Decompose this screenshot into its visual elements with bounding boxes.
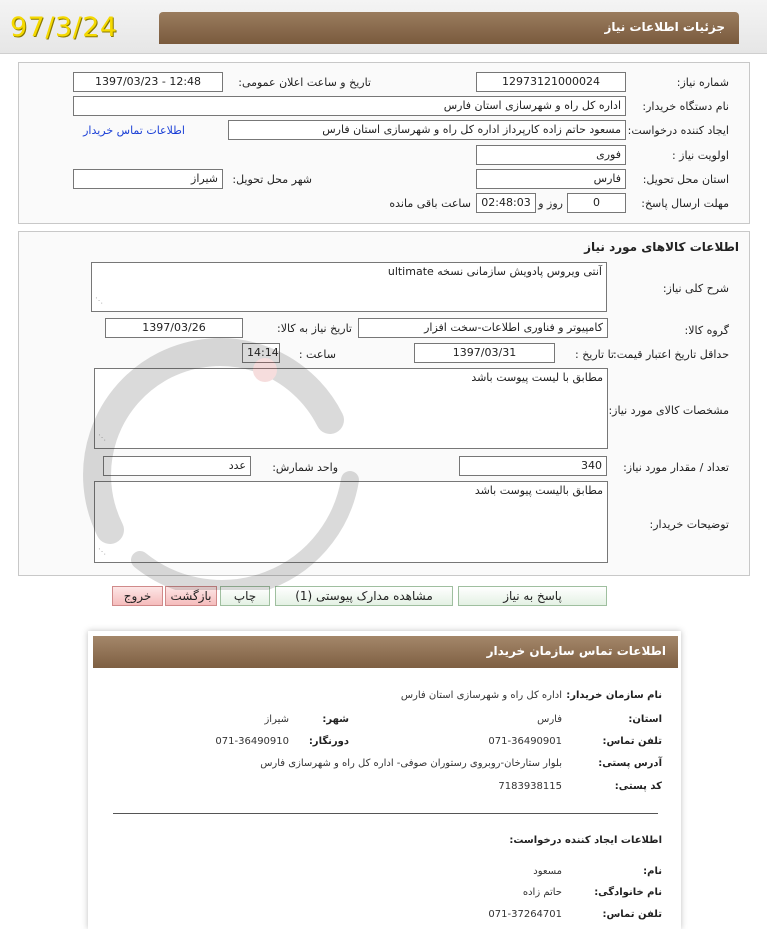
contact-postal-label: کد پستی: [614, 781, 662, 792]
general-desc-text: آنتی ویروس پادویش سازمانی نسخه ultimate [387, 265, 602, 278]
qty-label: تعداد / مقدار مورد نیاز: [623, 461, 729, 474]
contact-phone-label: تلفن تماس: [602, 736, 662, 747]
contact-org-value: اداره کل راه و شهرسازی استان فارس [400, 690, 562, 701]
back-button[interactable]: بازگشت [165, 586, 217, 606]
creator-family-value: حاتم زاده [522, 887, 562, 898]
day-word: روز و [538, 197, 563, 210]
requester-field[interactable]: مسعود حاتم زاده کارپرداز اداره کل راه و شهرسازی استان فارس [228, 120, 626, 140]
print-button[interactable]: چاپ [220, 586, 270, 606]
city-field[interactable]: شیراز [73, 169, 223, 189]
days-field[interactable]: 0 [567, 193, 626, 213]
contact-province-label: استان: [628, 714, 662, 725]
validity-label: حداقل تاریخ اعتبار قیمت: [613, 348, 729, 361]
hour-field[interactable]: 14:14 [242, 343, 280, 363]
need-number-field[interactable]: 12973121000024 [476, 72, 626, 92]
until-date-label: تا تاریخ : [575, 348, 614, 361]
buyer-notes-field[interactable] [94, 481, 608, 563]
resize-grip-icon[interactable]: ⋰ [98, 433, 106, 442]
priority-label: اولویت نیاز : [671, 149, 729, 162]
creator-phone-label: تلفن تماس: [602, 909, 662, 920]
hour-label: ساعت : [298, 348, 336, 361]
contact-province-value: فارس [537, 714, 562, 725]
page-title: جزئیات اطلاعات نیاز [159, 12, 739, 44]
creator-name-label: نام: [643, 866, 662, 877]
province-field[interactable]: فارس [476, 169, 626, 189]
contact-phone-value: 071-36490901 [488, 736, 562, 747]
contact-address-label: آدرس پستی: [598, 758, 662, 769]
province-label: استان محل تحویل: [642, 173, 729, 186]
resize-grip-icon[interactable]: ⋰ [98, 547, 106, 556]
contact-city-label: شهر: [322, 714, 349, 725]
announce-label: تاریخ و ساعت اعلان عمومی: [238, 76, 371, 89]
priority-field[interactable]: فوری [476, 145, 626, 165]
requester-label: ایجاد کننده درخواست: [627, 124, 729, 137]
announce-field[interactable]: 1397/03/23 - 12:48 [73, 72, 223, 92]
general-desc-label: شرح کلی نیاز: [662, 282, 729, 295]
buyer-notes-text: مطابق بالیست پیوست باشد [474, 484, 603, 497]
city-label: شهر محل تحویل: [232, 173, 312, 186]
goods-group-field[interactable]: کامپیوتر و فناوری اطلاعات-سخت افزار [358, 318, 608, 338]
time-left-field[interactable]: 02:48:03 [476, 193, 536, 213]
resize-grip-icon[interactable]: ⋰ [95, 296, 103, 305]
contact-card-title: اطلاعات تماس سازمان خریدار [93, 636, 678, 668]
need-number-label: شماره نیاز: [676, 76, 729, 89]
contact-card [88, 631, 681, 929]
exit-button[interactable]: خروج [112, 586, 163, 606]
contact-address-value: بلوار ستارخان-روبروی رستوران صوفی- اداره کل راه و شهرسازی فارس [260, 758, 562, 769]
attachments-button[interactable]: مشاهده مدارک پیوستی (1) [275, 586, 453, 606]
creator-section-title: اطلاعات ایجاد کننده درخواست: [509, 835, 662, 846]
specs-label: مشخصات کالای مورد نیاز: [608, 404, 729, 417]
creator-name-value: مسعود [533, 866, 562, 877]
qty-field[interactable]: 340 [459, 456, 607, 476]
buyer-org-label: نام دستگاه خریدار: [642, 100, 729, 113]
contact-city-value: شیراز [264, 714, 289, 725]
contact-fax-label: دورنگار: [308, 736, 349, 747]
contact-postal-value: 7183938115 [498, 781, 562, 792]
contact-fax-value: 071-36490910 [215, 736, 289, 747]
buyer-notes-label: توضیحات خریدار: [649, 518, 729, 531]
deadline-label: مهلت ارسال پاسخ: [641, 197, 729, 210]
buyer-org-field[interactable]: اداره کل راه و شهرسازی استان فارس [73, 96, 626, 116]
goods-group-label: گروه کالا: [684, 324, 729, 337]
date-stamp: 97/3/24 [10, 12, 118, 43]
creator-phone-value: 071-37264701 [488, 909, 562, 920]
specs-text: مطابق با لیست پیوست باشد [471, 371, 603, 384]
contact-org-label: نام سازمان خریدار: [566, 690, 662, 701]
unit-label: واحد شمارش: [272, 461, 338, 474]
buyer-contact-link[interactable]: اطلاعات تماس خریدار [83, 124, 185, 137]
contact-divider [113, 813, 658, 814]
need-date-label: تاریخ نیاز به کالا: [277, 322, 352, 335]
general-desc-field[interactable] [91, 262, 607, 312]
creator-family-label: نام خانوادگی: [594, 887, 662, 898]
remaining-text: ساعت باقی مانده [389, 197, 471, 210]
reply-button[interactable]: پاسخ به نیاز [458, 586, 607, 606]
need-date-field[interactable]: 1397/03/26 [105, 318, 243, 338]
specs-field[interactable] [94, 368, 608, 449]
unit-field[interactable]: عدد [103, 456, 251, 476]
until-date-field[interactable]: 1397/03/31 [414, 343, 555, 363]
goods-section-title: اطلاعات کالاهای مورد نیاز [584, 240, 739, 254]
